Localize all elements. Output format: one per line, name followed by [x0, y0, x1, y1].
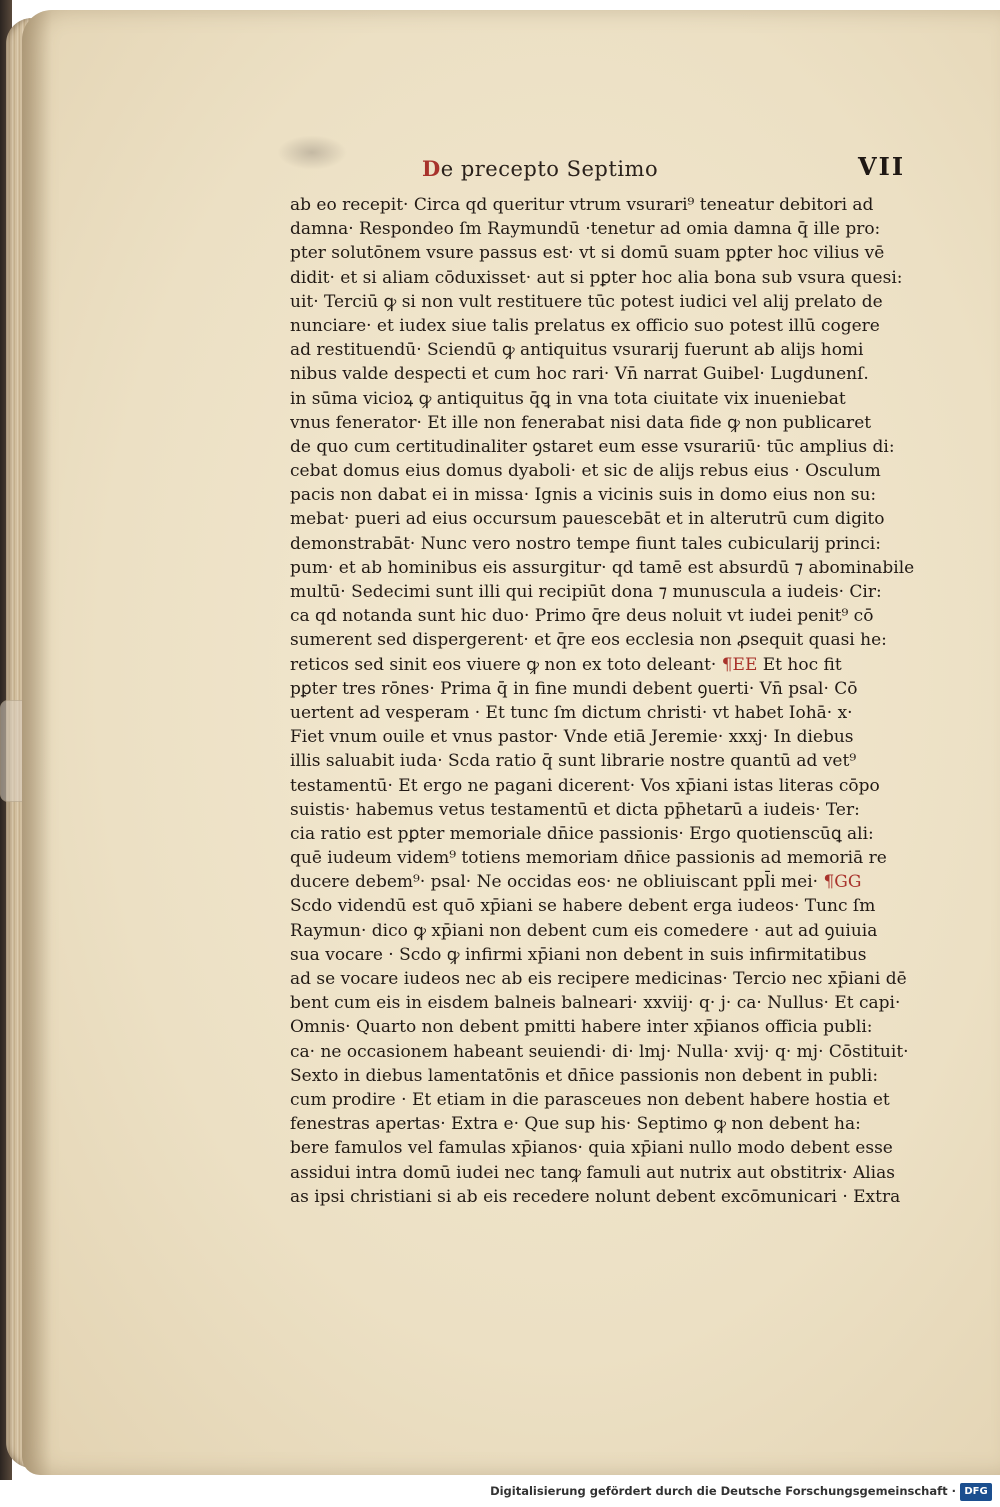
text-line: cum prodire · Et etiam in die parasceues non debent habere hostia et — [290, 1089, 890, 1110]
text-line: uit· Terciū ꝙ si non vult restituere tūc potest iudici vel alij prelato de — [290, 291, 883, 312]
text-line: pacis non dabat ei in missa· Ignis a vicinis suis in domo eius non su: — [290, 485, 877, 506]
text-line: bere famulos vel famulas xp̄ianos· quia xp̄iani nullo modo debent esse — [290, 1138, 893, 1159]
text-line: vnus fenerator· Et ille non fenerabat nisi data fide ꝙ non publicaret — [290, 412, 872, 433]
text-line: ca qd notanda sunt hic duo· Primo q̄re deus noluit vt iudei penit⁹ cō — [290, 606, 874, 627]
line-text: Et hoc fit — [757, 654, 842, 675]
text-line: sumerent sed dispergerent· et q̄re eos ecclesia non ꝓsequit quasi he: — [290, 630, 887, 651]
text-line: Omnis· Quarto non debent pmitti habere inter xp̄ianos officia publi: — [290, 1017, 873, 1038]
text-line: ab eo recepit· Circa qd queritur vtrum vsurari⁹ teneatur debitori ad — [290, 195, 874, 215]
footer-credit: Digitalisierung gefördert durch die Deutsche Forschungsgemeinschaft · — [490, 1484, 956, 1498]
text-line: pum· et ab hominibus eis assurgitur· qd tamē est absurdū ⁊ abominabile — [290, 557, 915, 578]
text-line: Scdo videndū est quō xp̄iani se habere debent erga iudeos· Tunc ſm — [290, 896, 876, 917]
folio-number: VII — [858, 152, 906, 181]
text-line: suistis· habemus vetus testamentū et dicta pp̄hetarū a iudeis· Ter: — [290, 799, 860, 820]
text-line: illis saluabit iuda· Scda ratio q̄ sunt librarie nostre quantū ad vet⁹ — [290, 751, 857, 772]
text-line: uertent ad vesperam · Et tunc ſm dictum christi· vt habet Iohā· x· — [290, 702, 853, 723]
text-line — [290, 870, 940, 894]
text-line: ca· ne occasionem habeant seuiendi· di· lmj· Nulla· xvij· q· mj· Cōstituit· — [290, 1041, 909, 1062]
text-line: damna· Respondeo ſm Raymundū ·tenetur ad omia damna q̄ ille pro: — [290, 219, 881, 240]
text-line: ad se vocare iudeos nec ab eis recipere medicinas· Tercio nec xp̄iani dē — [290, 969, 907, 989]
book-page — [22, 10, 1000, 1475]
text-line: fenestras apertas· Extra e· Que sup his· Septimo ꝙ non debent ha: — [290, 1114, 861, 1135]
text-block — [290, 193, 940, 1209]
text-line: in sūma vicioꝝ ꝙ antiquitus q̄ꝗ in vna tota ciuitate vix inueniebat — [290, 388, 846, 409]
text-line: assidui intra domū iudei nec tanꝙ famuli aut nutrix aut obstitrix· Alias — [290, 1162, 895, 1183]
dfg-logo: DFG — [960, 1483, 992, 1501]
text-line: testamentū· Et ergo ne pagani dicerent· Vos xp̄iani istas literas cōpo — [290, 775, 880, 796]
text-line: ad restituendū· Sciendū ꝙ antiquitus vsurarij fuerunt ab alijs homi — [290, 340, 864, 361]
text-line: cebat domus eius domus dyaboli· et sic de alijs rebus eius · Osculum — [290, 461, 881, 482]
text-line: didit· et si aliam cōduxisset· aut si pꝑter hoc alia bona sub vsura quesi: — [290, 267, 903, 288]
text-line: mebat· pueri ad eius occursum pauescebāt et in alterutrū cum digito — [290, 509, 885, 530]
running-head — [422, 156, 658, 181]
text-line: as ipsi christiani si ab eis recedere nolunt debent excōmunicari · Extra — [290, 1186, 901, 1207]
text-line — [290, 653, 940, 677]
rubric-mark: ¶EE — [721, 654, 758, 675]
text-line: Raymun· dico ꝙ xp̄iani non debent cum eis comedere · aut ad ꝯuiuia — [290, 920, 878, 941]
gutter-shadow — [22, 10, 52, 1475]
text-line: quē iudeum videm⁹ totiens memoriam dn̄ice passionis ad memoriā re — [290, 848, 887, 869]
rubric-mark: ¶GG — [823, 872, 862, 893]
text-line: pter solutōnem vsure passus est· vt si domū suam pꝑter hoc vilius vē — [290, 243, 885, 264]
text-line: multū· Sedecimi sunt illi qui recipiūt dona ⁊ munuscula a iudeis· Cir: — [290, 582, 882, 602]
text-line: bent cum eis in eisdem balneis balneari· xxviij· q· j· ca· Nullus· Et capi· — [290, 993, 901, 1014]
text-line: sua vocare · Scdo ꝙ infirmi xp̄iani non debent in suis infirmitatibus — [290, 944, 867, 965]
text-line: cia ratio est pꝑter memoriale dn̄ice passionis· Ergo quotienscūꝗ ali: — [290, 823, 874, 844]
running-head-text: e precepto Septimo — [440, 157, 659, 181]
line-text: ducere debem⁹· psal· Ne occidas eos· ne obliuiscant ppl̄i mei· — [290, 872, 824, 893]
text-line: demonstrabāt· Nunc vero nostro tempe fiunt tales cubicularij princi: — [290, 533, 881, 554]
text-line: Fiet vnum ouile et vnus pastor· Vnde etiā Jeremie· xxxj· In diebus — [290, 727, 854, 748]
text-line: nibus valde despecti et cum hoc rari· Vn̄ narrat Guibel· Lugdunenſ. — [290, 364, 869, 385]
text-line: pꝑter tres rōnes· Prima q̄ in fine mundi debent ꝯuerti· Vn̄ psal· Cō — [290, 678, 858, 699]
text-line: nunciare· et iudex siue talis prelatus ex officio suo potest illū cogere — [290, 315, 880, 336]
running-head-initial: D — [422, 156, 441, 181]
text-line: Sexto in diebus lamentatōnis et dn̄ice passionis non debent in publi: — [290, 1065, 879, 1086]
ink-smudge — [277, 135, 347, 170]
text-line: de quo cum certitudinaliter ꝯstaret eum esse vsurariū· tūc amplius di: — [290, 436, 895, 457]
line-text: reticos sed sinit eos viuere ꝙ non ex toto deleant· — [290, 654, 722, 675]
footer-bar — [0, 1480, 1000, 1507]
